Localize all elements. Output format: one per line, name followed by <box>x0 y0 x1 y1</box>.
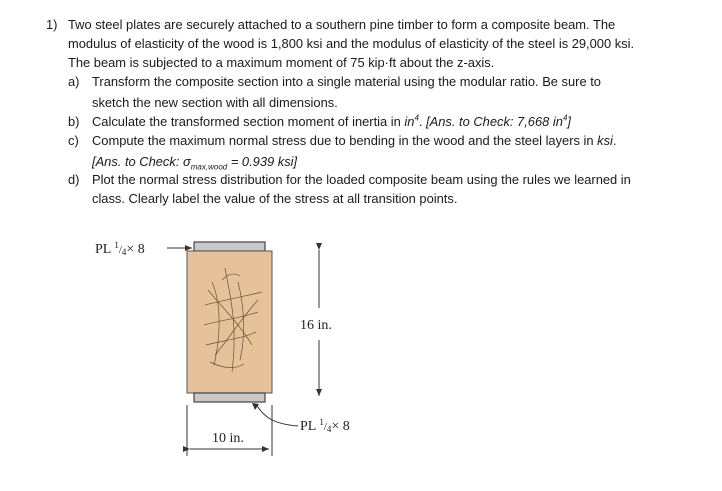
height-label: 16 in. <box>300 318 332 333</box>
part-a-label: a) <box>68 74 80 89</box>
part-c-answer-post: = 0.939 ksi] <box>227 154 298 169</box>
part-a-line-2: sketch the new section with all dimensions. <box>92 95 338 110</box>
bottom-plate-leader <box>256 404 298 426</box>
top-plate-label: PL $^1_/$4× 8 <box>95 240 145 257</box>
stem-line-1: Two steel plates are securely attached to a southern pine timber to form a composite beam. The <box>68 17 616 32</box>
stem-line-3: The beam is subjected to a maximum moment of 75 kip·ft about the z-axis. <box>68 55 495 70</box>
wood-timber <box>187 251 272 393</box>
part-b-unit-exp: 4 <box>414 113 419 123</box>
part-b-answer-end: ] <box>567 114 571 129</box>
bottom-steel-plate <box>194 393 265 402</box>
part-b-label: b) <box>68 114 80 129</box>
part-b-text-pre: Calculate the transformed section moment of inertia in <box>92 114 405 129</box>
part-c-label: c) <box>68 133 79 148</box>
part-b-unit: in <box>404 114 415 129</box>
part-c-answer-pre: [Ans. to Check: σ <box>92 154 191 169</box>
part-b-answer-exp: 4 <box>562 113 568 123</box>
width-label: 10 in. <box>212 431 244 446</box>
part-c-text-pre: Compute the maximum normal stress due to bending in the wood and the steel layers in <box>92 133 598 148</box>
bottom-plate-label: PL $^1_/$4× 8 <box>300 417 350 434</box>
part-a-line-1: Transform the composite section into a single material using the modular ratio. Be sure to <box>92 74 601 89</box>
top-steel-plate <box>194 242 265 251</box>
part-d-label: d) <box>68 172 80 187</box>
problem-number: 1) <box>46 17 58 32</box>
stem-line-2: modulus of elasticity of the wood is 1,800 ksi and the modulus of elasticity of the steel is 29,000 ksi. <box>68 36 635 51</box>
part-b-text: Calculate the transformed section moment of inertia in $in^4$. [Ans. to Check: 7,668 $in^4$] <box>92 113 571 129</box>
part-c-unit: ksi <box>597 133 613 148</box>
part-c-line-1: Compute the maximum normal stress due to bending in the wood and the steel layers in ksi. <box>92 133 617 148</box>
part-c-answer-sub: max,wood <box>190 162 228 172</box>
part-d-line-1: Plot the normal stress distribution for the loaded composite beam using the rules we learned in <box>92 172 631 187</box>
part-b-answer: [Ans. to Check: 7,668 in <box>426 114 563 129</box>
part-d-line-2: class. Clearly label the value of the stress at all transition points. <box>92 191 458 206</box>
